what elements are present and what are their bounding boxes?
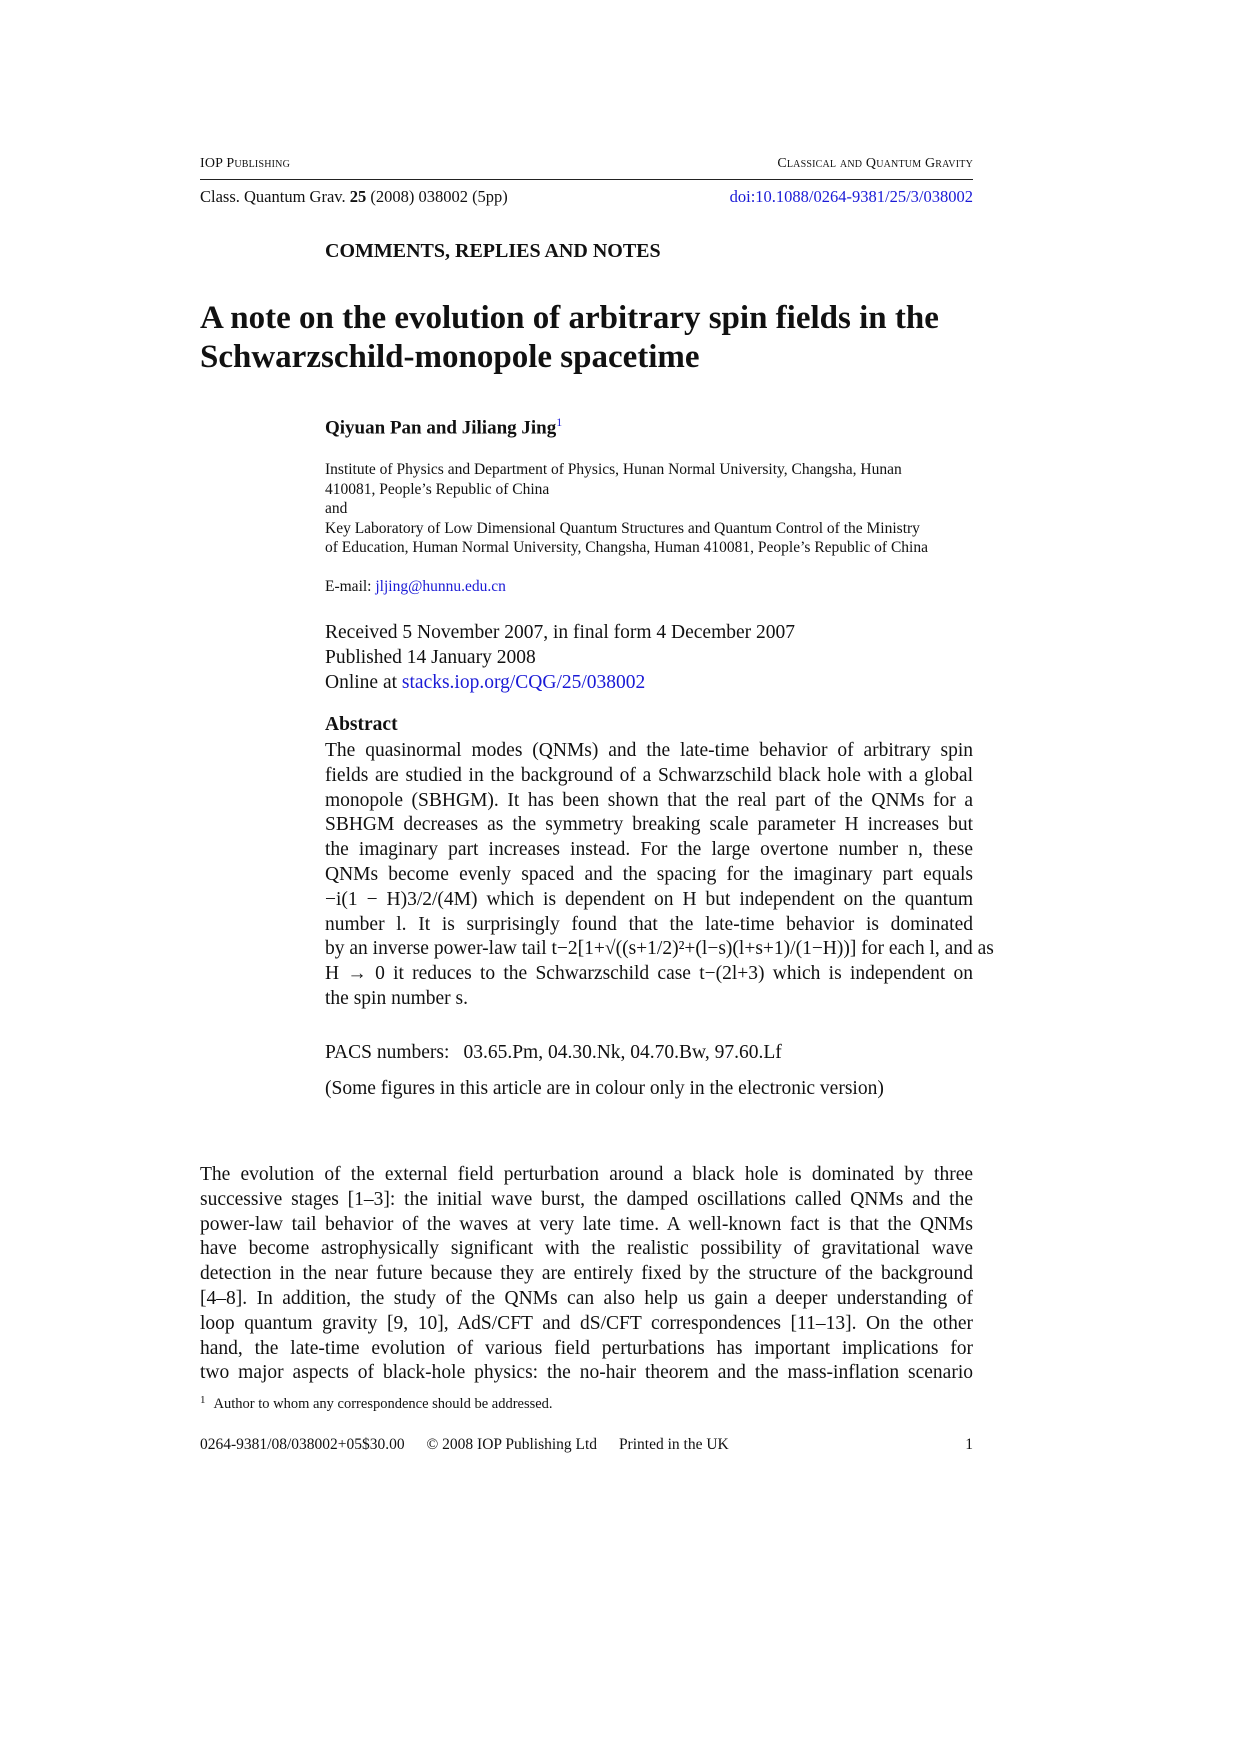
footer-info: 0264-9381/08/038002+05$30.00 © 2008 IOP Publishing Ltd Printed in the UK	[200, 1436, 729, 1453]
publisher-label: IOP Publishing	[200, 156, 291, 171]
abstract-line: QNMs become evenly spaced and the spacing for the imaginary part equals	[325, 863, 973, 885]
footnote-link[interactable]: 1	[556, 415, 563, 429]
body-line: The evolution of the external field perturbation around a black hole is dominated by three	[200, 1164, 973, 1185]
pacs-numbers: PACS numbers: 03.65.Pm, 04.30.Nk, 04.70.Bw, 97.60.Lf	[325, 1042, 782, 1063]
journal-label: Classical and Quantum Gravity	[777, 156, 973, 171]
abstract-line: the imaginary part increases instead. For the large overtone number n, these	[325, 839, 973, 861]
affiliations	[325, 460, 973, 558]
received-date: Received 5 November 2007, in final form 4 December 2007	[325, 622, 796, 643]
abstract-line: fields are studied in the background of a Schwarzschild black hole with a global	[325, 764, 973, 786]
section-label: COMMENTS, REPLIES AND NOTES	[325, 240, 661, 262]
email-link[interactable]: jljing@hunnu.edu.cn	[375, 578, 506, 595]
abstract-heading: Abstract	[325, 714, 398, 735]
footnote: $^1$ Author to whom any correspondence should be addressed.	[200, 1394, 553, 1412]
abstract-line: number l. It is surprisingly found that the late-time behavior is dominated	[325, 913, 973, 935]
online-line: Online at stacks.iop.org/CQG/25/038002	[325, 672, 646, 693]
abstract-line: monopole (SBHGM). It has been shown that the real part of the QNMs for a	[325, 789, 973, 811]
title-line: A note on the evolution of arbitrary spin fields in the	[200, 300, 939, 336]
body-line: have become astrophysically significant with the realistic possibility of gravitational wave	[200, 1238, 973, 1260]
abstract-line: The quasinormal modes (QNMs) and the late-time behavior of arbitrary spin	[325, 740, 973, 761]
abstract-line: −i(1 − H)3/2/(4M) which is dependent on H but independent on the quantum	[325, 888, 973, 910]
title-line: Schwarzschild-monopole spacetime	[200, 339, 700, 375]
body-line: detection in the near future because they are entirely fixed by the structure of the background	[200, 1263, 973, 1285]
affiliation-line: Institute of Physics and Department of Physics, Hunan Normal University, Changsha, Hunan	[325, 461, 902, 478]
body-line: [4–8]. In addition, the study of the QNMs can also help us gain a deeper understanding of	[200, 1287, 973, 1309]
header-rule	[200, 179, 973, 180]
online-link[interactable]: stacks.iop.org/CQG/25/038002	[401, 672, 646, 693]
abstract-text	[325, 739, 994, 1012]
affiliation-line: 410081, People’s Republic of China	[325, 480, 550, 498]
doi-link[interactable]: doi:10.1088/0264-9381/25/3/038002	[729, 187, 973, 206]
affiliation-line: of Education, Human Normal University, Changsha, Human 410081, People’s Republic of China	[325, 539, 928, 556]
authors: Qiyuan Pan and Jiliang Jing$^1$	[325, 415, 563, 439]
abstract-line: SBHGM decreases as the symmetry breaking scale parameter H increases but	[325, 814, 973, 836]
body-line: loop quantum gravity [9, 10], AdS/CFT and dS/CFT correspondences [11–13]. On the other	[200, 1312, 973, 1334]
abstract-line: the spin number s.	[325, 987, 468, 1009]
affiliation-line: and	[325, 500, 348, 517]
email-line: E-mail: jljing@hunnu.edu.cn	[325, 578, 506, 595]
body-line: hand, the late-time evolution of various field perturbations has important implications for	[200, 1337, 973, 1359]
dates	[325, 620, 795, 695]
published-date: Published 14 January 2008	[325, 647, 536, 668]
body-line: successive stages [1–3]: the initial wave burst, the damped oscillations called QNMs and the	[200, 1188, 973, 1210]
abstract-line: H → 0 it reduces to the Schwarzschild case t−(2l+3) which is independent on	[325, 963, 973, 985]
citation-line: Class. Quantum Grav. 25 (2008) 038002 (5pp)	[200, 187, 508, 206]
body-line: two major aspects of black-hole physics: the no-hair theorem and the mass-inflation scenario	[200, 1362, 973, 1384]
page-number: 1	[965, 1436, 973, 1453]
affiliation-line: Key Laboratory of Low Dimensional Quantum Structures and Quantum Control of the Ministry	[325, 519, 920, 537]
body-paragraph	[200, 1163, 973, 1386]
colour-note: (Some figures in this article are in colour only in the electronic version)	[325, 1078, 884, 1099]
body-line: power-law tail behavior of the waves at very late time. A well-known fact is that the QNMs	[200, 1213, 973, 1235]
article-title	[200, 299, 973, 377]
abstract-line: by an inverse power-law tail t−2[1+√((s+1/2)²+(l−s)(l+s+1)/(1−H))] for each l, and as	[325, 938, 994, 960]
